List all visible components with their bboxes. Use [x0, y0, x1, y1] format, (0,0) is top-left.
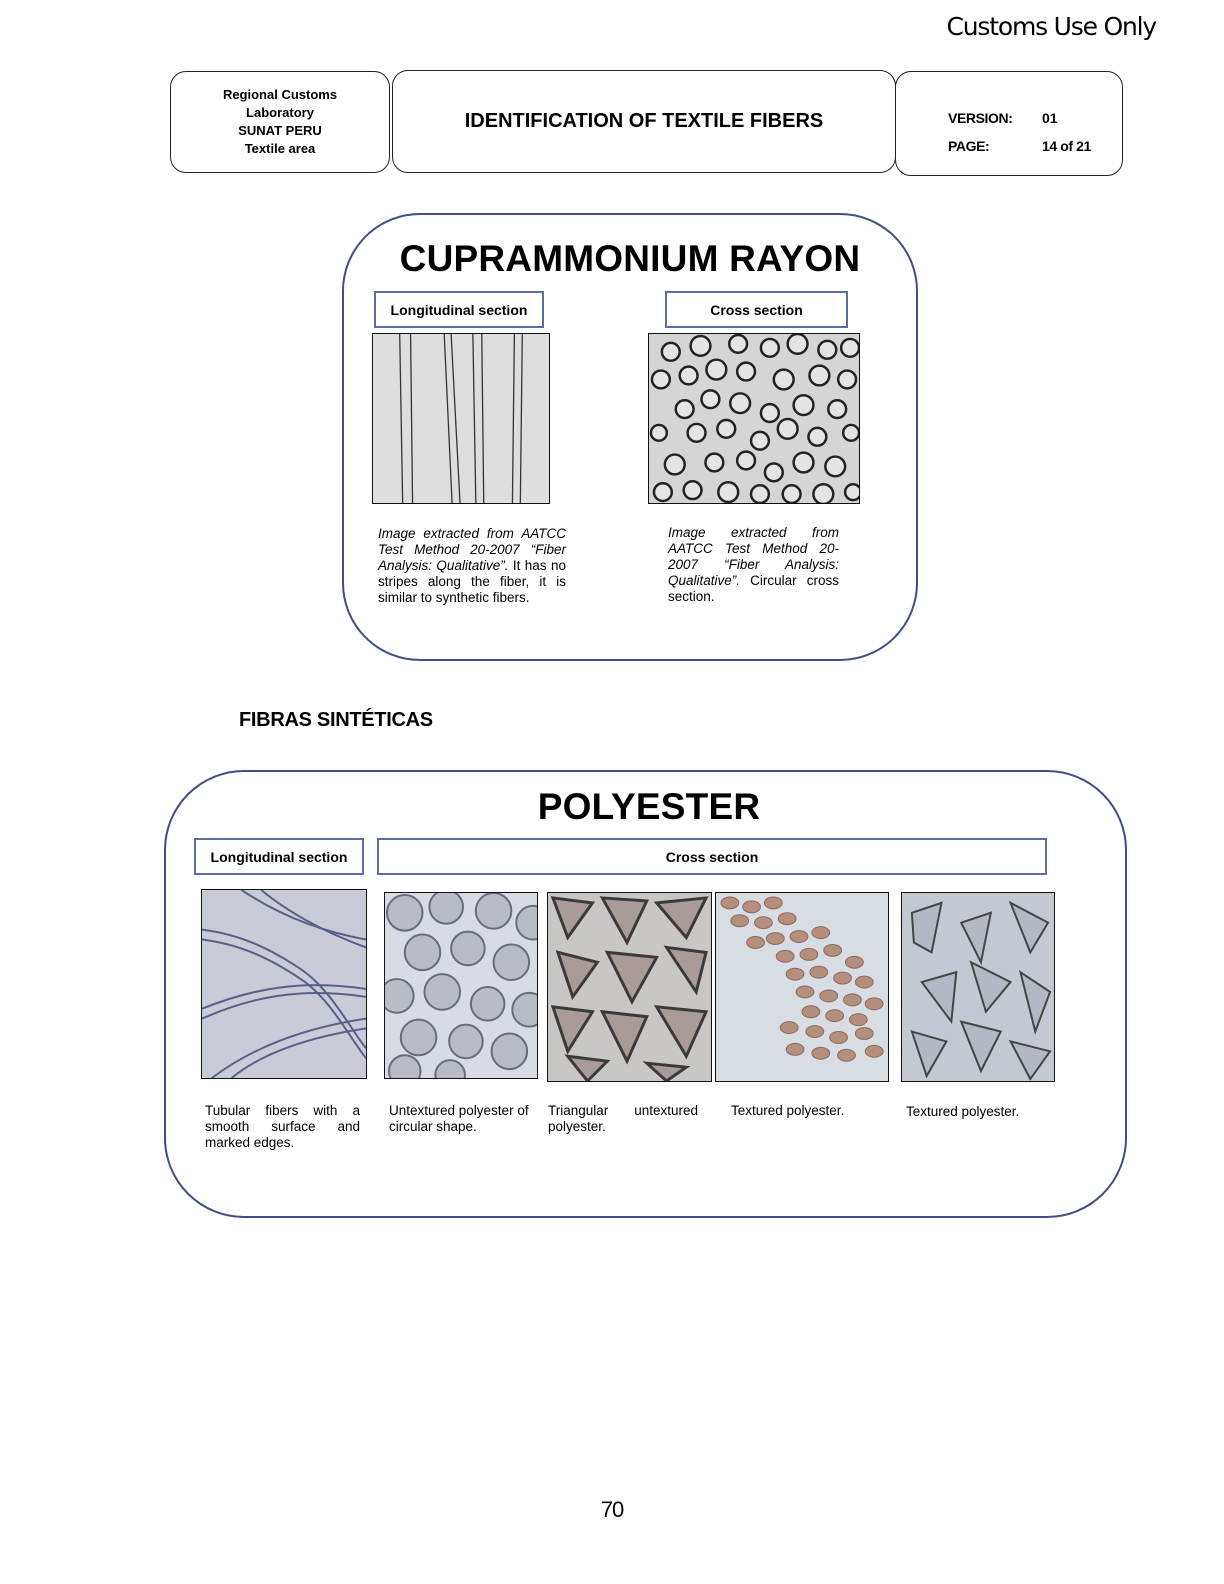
cupra-cross-label-text: Cross section — [710, 301, 803, 318]
document-title-text: IDENTIFICATION OF TEXTILE FIBERS — [464, 110, 824, 132]
poly-caption-textured-2: Textured polyester. — [906, 1104, 1020, 1119]
org-line: Laboratory — [246, 105, 314, 120]
page-number: 70 — [600, 1497, 624, 1522]
poly-textured-micrograph-2 — [901, 892, 1055, 1082]
page-label: PAGE: — [948, 138, 990, 154]
poly-textured-micrograph-1 — [715, 892, 889, 1082]
cupra-longitudinal-micrograph — [372, 333, 550, 504]
cupra-longitudinal-label — [374, 291, 544, 328]
poly-cross-label — [377, 838, 1047, 875]
cupra-longitudinal-description: It has no stripes along the fiber, it is similar to synthetic fibers. — [378, 558, 566, 605]
org-box — [170, 71, 390, 173]
cupra-longitudinal-label-text: Longitudinal section — [390, 301, 528, 318]
poly-caption-circular: Untextured polyester of circular shape. — [389, 1103, 529, 1134]
org-line: Regional Customs — [222, 87, 338, 102]
poly-longitudinal-label — [194, 838, 364, 875]
cuprammonium-title: CUPRAMMONIUM RAYON — [399, 238, 861, 279]
synthetic-fibers-heading: FIBRAS SINTÉTICAS — [239, 709, 433, 731]
cupra-cross-micrograph — [648, 333, 860, 504]
page-value: 14 of 21 — [1042, 138, 1091, 154]
cupra-cross-source: Image extracted from AATCC Test Method 20-2007 “Fiber Analysis: Qualitative”. — [668, 525, 839, 588]
org-line: Textile area — [244, 141, 316, 156]
cupra-cross-caption — [668, 525, 839, 605]
poly-triangular-micrograph — [547, 892, 712, 1082]
cupra-cross-description: Circular cross section. — [668, 573, 839, 604]
poly-longitudinal-label-text: Longitudinal section — [210, 848, 348, 865]
cupra-longitudinal-source: Image extracted from AATCC Test Method 20-2007 “Fiber Analysis: Qualitative”. — [378, 526, 566, 573]
polyester-title: POLYESTER — [537, 786, 761, 827]
poly-caption-textured-1: Textured polyester. — [731, 1103, 845, 1118]
version-page-box — [895, 71, 1123, 176]
org-line: SUNAT PERU — [238, 123, 322, 138]
poly-circular-micrograph — [384, 892, 538, 1079]
poly-caption-longitudinal: Tubular fibers with a smooth surface and marked edges. — [205, 1103, 360, 1150]
poly-caption-triangular: Triangular untextured polyester. — [548, 1103, 698, 1134]
document-title — [392, 70, 896, 173]
version-value: 01 — [1042, 110, 1058, 126]
cupra-cross-label — [665, 291, 848, 328]
poly-longitudinal-micrograph — [201, 889, 367, 1079]
version-label: VERSION: — [948, 110, 1013, 126]
cupra-longitudinal-caption — [378, 526, 566, 606]
customs-use-note: Customs Use Only — [946, 12, 1156, 41]
poly-cross-label-text: Cross section — [665, 848, 759, 865]
